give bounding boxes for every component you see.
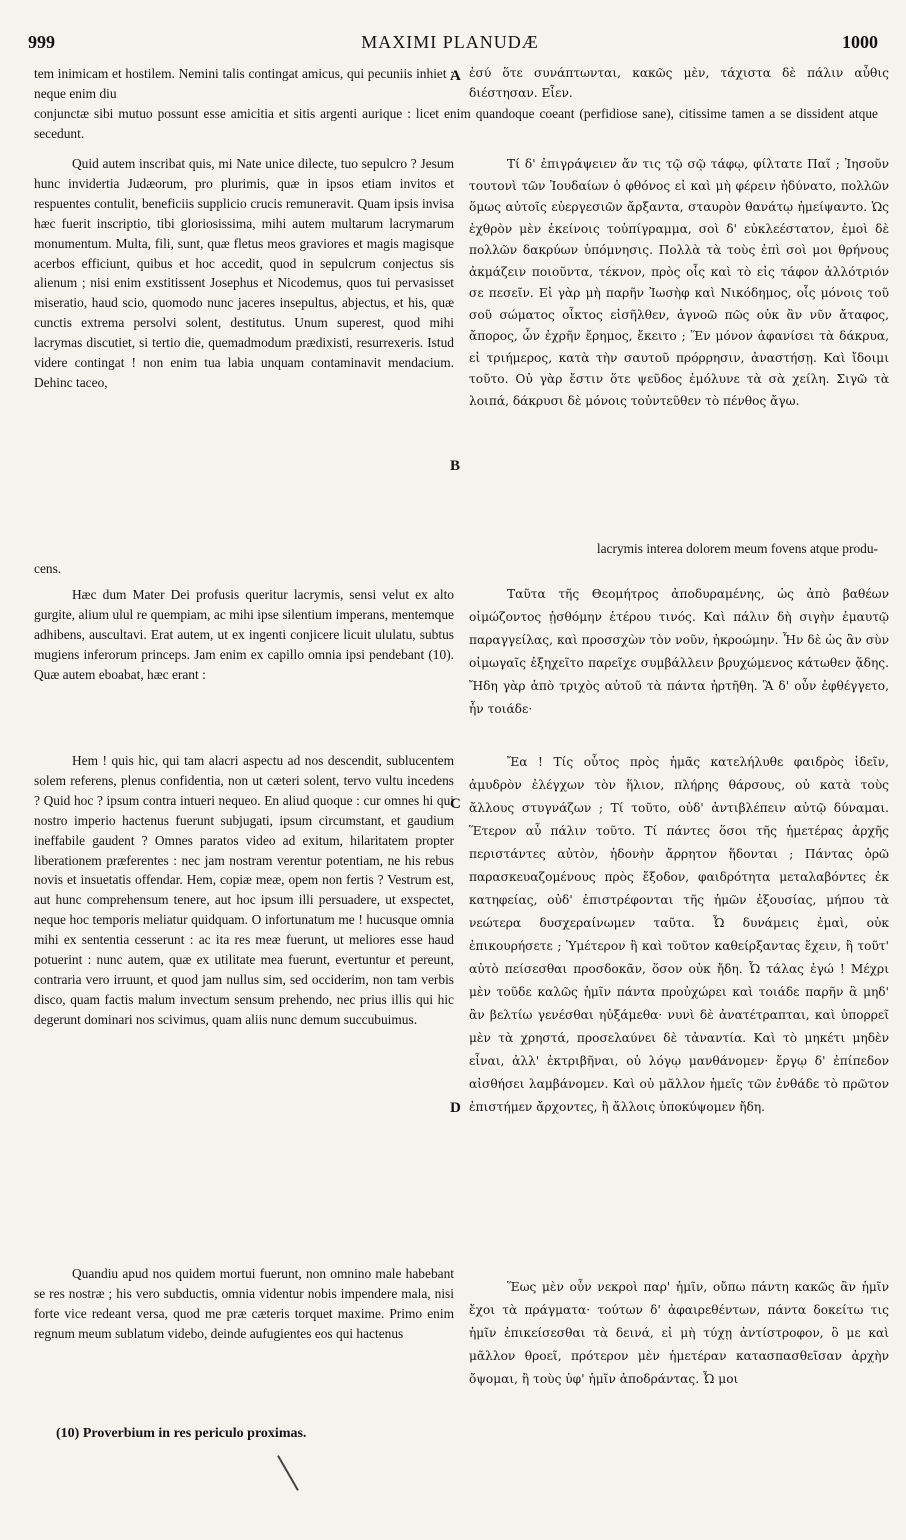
running-title: MAXIMI PLANUDÆ [361,32,539,52]
greek-paragraph-5: Ἕως μὲν οὖν νεκροὶ παρ' ἡμῖν, οὔπω πάντη κακῶς ἂν ἡμῖν ἔχοι τὰ πράγματα· τούτων δ' ἀφαιρεθέντων, πάντα δοκείτω τις ἡμῖν ἐπικείσεσθαι τὰ δεινά, εἰ μὴ τύχῃ ἀντίστροφον, ὃ με καὶ μᾶλλον θροεῖ, πρότερον μὲν ἡμετέραν κατασπασθεῖσαν ἀρχὴν ὄψομαι, ἢ τοὺς ὑφ' ἡμῖν ἀποδράντας. Ὦ μοι [469,1280,889,1386]
greek-paragraph-1: ἐσύ ὅτε συνάπτωνται, κακῶς μὲν, τάχιστα δὲ πάλιν αὖθις διέστησαν. Εἶεν. [469,66,889,100]
latin-paragraph-2: Quid autem inscribat quis, mi Nate unice dilecte, tuo sepulcro ? Jesum hunc invidertia Judæorum, pro plurimis, quæ in ipsos etiam invitos et respuentes contulit, beneficiis supplicio crucis remuneravit. Quam ipsis invisa hæc fuerit inscriptio, tibi gloriosissima, mihi autem multarum lacrymarum monumentum. Multa, fili, sunt, quæ fletus meos graviores et magis magisque acerbos efficiunt, quibus et hoc accedit, quod in sepulcrum conjectus sis alienum ; nisi enim exstitissent Josephus et Nicodemus, quos tui pervasisset miseratio, haud scio, quomodo nunc jaceres insepultus, abjectus, et his, quæ cunctis extrema persolvi solent, destitutus. Unum superest, quod mihi lacrymas discutiet, si tertio die, quemadmodum prædixisti, resurrexeris. Istud videre contingat ! non enim tua labia unquam contaminavit mendacium. Dehinc taceo, [34,156,454,390]
margin-marker-c: C [450,796,461,812]
page-number-left: 999 [28,32,55,52]
pen-stroke [277,1455,299,1491]
latin-paragraph-5: Quandiu apud nos quidem mortui fuerunt, non omnino male habebant se res nostræ ; his vero subductis, omnia videntur nobis impendere mala, nisi forte vice redeant versa, quod me præ cæteris torquet maxime. Primo enim regnum meum sublatum videbo, deinde aufugientes eos qui hactenus [34,1266,454,1341]
latin-paragraph-3: Hæc dum Mater Dei profusis queritur lacrymis, sensi velut ex alto gurgite, alium ulul re quempiam, ac mihi ipse silentium imperans, mentemque adhibens, auscultavi. Erat autem, ut ex ingenti conjicere licuit ululatu, subtus mugiens inferorum princeps. Jam enim ex capillo omnia ipsi pendebant (10). Quæ autem eboabat, hæc erant : [34,587,454,682]
spanning-text-1: conjunctæ sibi mutuo possunt esse amicitia et sitis argenti aurique : licet enim quandoque coeant (perfidiose sane), citissime tamen a se dissident atque secedunt. [34,106,878,141]
margin-marker-a: A [450,68,461,84]
latin-continuation: cens. [34,561,62,576]
footnote: (10) Proverbium in res periculo proximas. [56,1426,307,1441]
document-page [22,28,889,1518]
greek-paragraph-3: Ταῦτα τῆς Θεομήτρος ἀποδυραμένης, ὡς ἀπὸ βαθέων οἰμώζοντος ᾐσθόμην ἑτέρου τινός. Καὶ πάλιν δὴ σιγὴν ἐμαυτῷ παραγγείλας, καὶ προσσχὼν τὸν νοῦν, ἠκροώμην. Ἦν δὲ ὡς ἂν σὺν οἰμωγαῖς ἐξηχεῖτο παρεῖχε συμβάλλειν βρυχώμενος κάτωθεν ᾅδης. Ἤδη γὰρ ἀπὸ τριχὸς αὐτοῦ τὰ πάντα ἠρτῆθη. Ἃ δ' οὖν ἐφθέγγετο, ἦν τοιάδε· [469,587,889,716]
latin-paragraph-4: Hem ! quis hic, qui tam alacri aspectu ad nos descendit, sublucentem solem referens, plenus confidentia, non ut cæteri solent, tervo vultu incedens ? Quid hoc ? ipsum contra intueri nequeo. En aliud quoque : cur omnes hi qui nostro imperio hactenus fuerunt subjugati, ipsum circumstant, et gaudium ineffabile gaudent ? Omnes paratos video ad exitum, hilaritatem propter liberationem præferentes : nec jam nostram verentur potentiam, ne his rebus novis et insuetatis offendar. Hem, copiæ meæ, opem non fertis ? Vestrum est, aut hunc comprehensum tenere, aut hoc ipsum illi persuadere, ut exspectet, neque hoc temporis meliatur quidquam. O infortunatum me ! hucusque omnia mihi ex sententia cesserunt : ac ita res meæ fuerunt, ut meliores esse haud potuerint : nunc autem, quæ ex utilitate mea fuerunt, evertuntur et pereunt, contraria vero irruunt, et quod jam nullus sim, sed occiderim, non tam verbis disco, quam factis malum invectum sensum prehendo, nec prius illis qui hic degerunt dominari nos scivimus, quam aliis nunc demum succubuimus. [34,753,454,1027]
latin-paragraph-1: tem inimicam et hostilem. Nemini talis contingat amicus, qui pecuniis inhiet : neque enim diu [34,66,454,101]
margin-marker-b: B [450,458,461,474]
page-number-right: 1000 [842,32,878,52]
page-header [22,28,878,58]
greek-paragraph-4: Ἔα ! Τίς οὗτος πρὸς ἡμᾶς κατελήλυθε φαιδρὸς ἰδεῖν, ἀμυδρὸν ἐλέγχων τὸν ἥλιον, πλήρης θάρσους, οὐ κατὰ τοὺς ἄλλους στυγνάζων ; Τί τοῦτο, οὐδ' ἀντιβλέπειν αὐτῷ δύναμαι. Ἕτερον αὖ πάλιν τοῦτο. Τί πάντες ὅσοι τῆς ἡμετέρας ἀρχῆς περιστάντες αὐτὸν, ἡδονὴν ἄρρητον ἥδονται ; Πάντας ὁρῶ παρασκευαζομένους πρὸς ἔξοδον, φαιδρότητα μεταλαβόντες ἐκ κατηφείας, οὐδ' ἐπιστρέφονται τῆς ἡμῶν ἐξουσίας, μήπου τὰ νεώτερα δυσχεραίνωμεν ταῦτα. Ὦ δυνάμεις ἐμαὶ, οὐκ ἐπικουρήσετε ; Ὑμέτερον ἢ καὶ τοῦτον καθείρξαντας ἔχειν, ἢ τοῦτ' αὐτὸ πείσεσθαι προσδοκᾶν, ὅσον οὐκ ἤδη. Ὦ τάλας ἐγώ ! Μέχρι μὲν τοῦδε καλῶς ἡμῖν πάντα προὐχώρει καὶ τοιάδε παρῆν ἃ μηδ' ἂν βελτίω γενέσθαι ηὐξάμεθα· νυνὶ δὲ ἀνατέτραπται, καὶ ὑπορρεῖ μὲν τὰ χρηστά, προσελαύνει δὲ τἀναντία. Καὶ τὸ μηκέτι μηδὲν εἶναι, ἀλλ' ἐκτριβῆναι, οὐ λόγῳ μανθάνομεν· ἔργῳ δ' ἐπίπεδον αἰσθήσει λαμβάνομεν. Καὶ οὐ μᾶλλον ἡμεῖς τῶν ἐνθάδε τὸ πρῶτον ἐπιστήμεν ἄρχοντες, ἢ ἄλλοις ὑποκύψομεν ἤδη. [469,755,889,1114]
greek-paragraph-2: Τί δ' ἐπιγράψειεν ἄν τις τῷ σῷ τάφῳ, φίλτατε Παῖ ; Ἰησοῦν τουτονὶ τῶν Ἰουδαίων ὁ φθόνος εἰ καὶ μὴ φέρειν ἠδύνατο, πολλῶν ὅμως αὐτοῖς εὐεργεσιῶν ἄρξαντα, σταυρὸν θανάτῳ ἠμείψαντο. Ὡς ἐχθρὸν μὲν ἐκείνοις τοὐπίγραμμα, σοὶ δ' εὐκλεέστατον, ἐμοὶ δὲ πολλῶν δακρύων ὑπόμνησις. Πολλὰ τὰ τοὺς ἐπὶ σοὶ μοι θρήνους ἀκμάζειν ποιοῦντα, τέκνον, πρὸς οἷς καὶ τὸ εἰς τάφον ἀλλότριόν σε πεσεῖν. Εἰ γὰρ μὴ παρῆν Ἰωσὴφ καὶ Νικόδημος, οἷς μόνοις τοῦ σοῦ σώματος οἶκτος εἰσῆλθεν, ἀγνοῶ πῶς οὐκ ἂν νῦν ἄταφος, ἄπορος, ὧν ἐχρῆν ἔρημος, ἔκειτο ; Ἕν μόνον ἀφανίσει τὰ δάκρυα, εἰ τριήμερος, κατὰ τὴν σαυτοῦ πρόρρησιν, ἀναστήσῃ. Καὶ ἴδοιμι τοῦτο. Οὐ γὰρ ἔστιν ὅτε ψεῦδος ἐμόλυνε τὰ σὰ χείλη. Σιγῶ τὰ λοιπά, δάκρυσι δὲ μόνοις τοὐντεῦθεν τὸ πένθος ἄγω. [469,157,889,408]
spanning-text-2: lacrymis interea dolorem meum fovens atque produ- [596,541,878,556]
margin-marker-d: D [450,1100,461,1116]
